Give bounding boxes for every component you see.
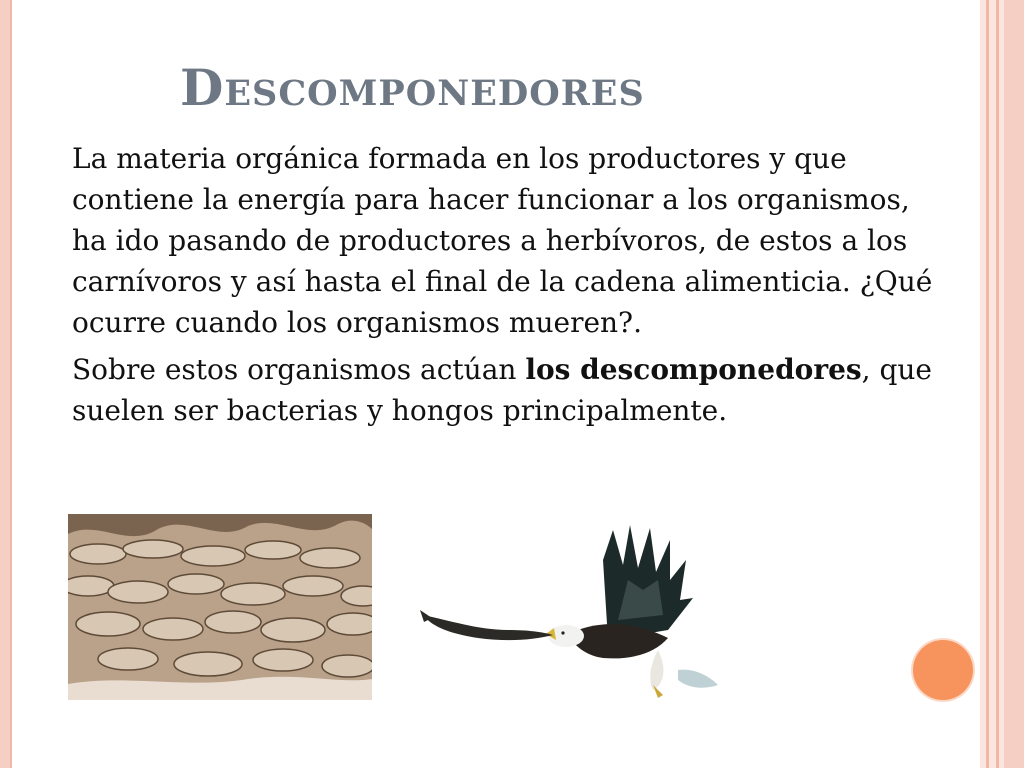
- bacteria-illustration: [68, 514, 372, 700]
- decorative-orange-circle: [913, 640, 973, 700]
- paragraph-2-start: Sobre estos organismos actúan: [72, 353, 526, 386]
- eagle-image: [418, 520, 733, 702]
- right-frame-border: [980, 0, 1024, 768]
- slide-title: Descomponedores: [180, 58, 645, 117]
- bacteria-image: [68, 514, 372, 700]
- paragraph-2-end: , que suelen ser bacterias y hongos principalmente.: [72, 353, 932, 427]
- paragraph-2-bold: los descomponedores: [525, 353, 862, 386]
- slide-body: [72, 138, 952, 437]
- paragraph-1: La materia orgánica formada en los productores y que contiene la energía para hacer funcionar a los organismos, ha ido pasando de productores a herbívoros, de estos a los carnívoros y así hasta el final de la cadena alimenticia. ¿Qué ocurre cuando los organismos mueren?.: [72, 142, 933, 339]
- paragraph-2: [72, 349, 952, 431]
- eagle-illustration: [418, 520, 733, 702]
- left-frame-border: [0, 0, 10, 768]
